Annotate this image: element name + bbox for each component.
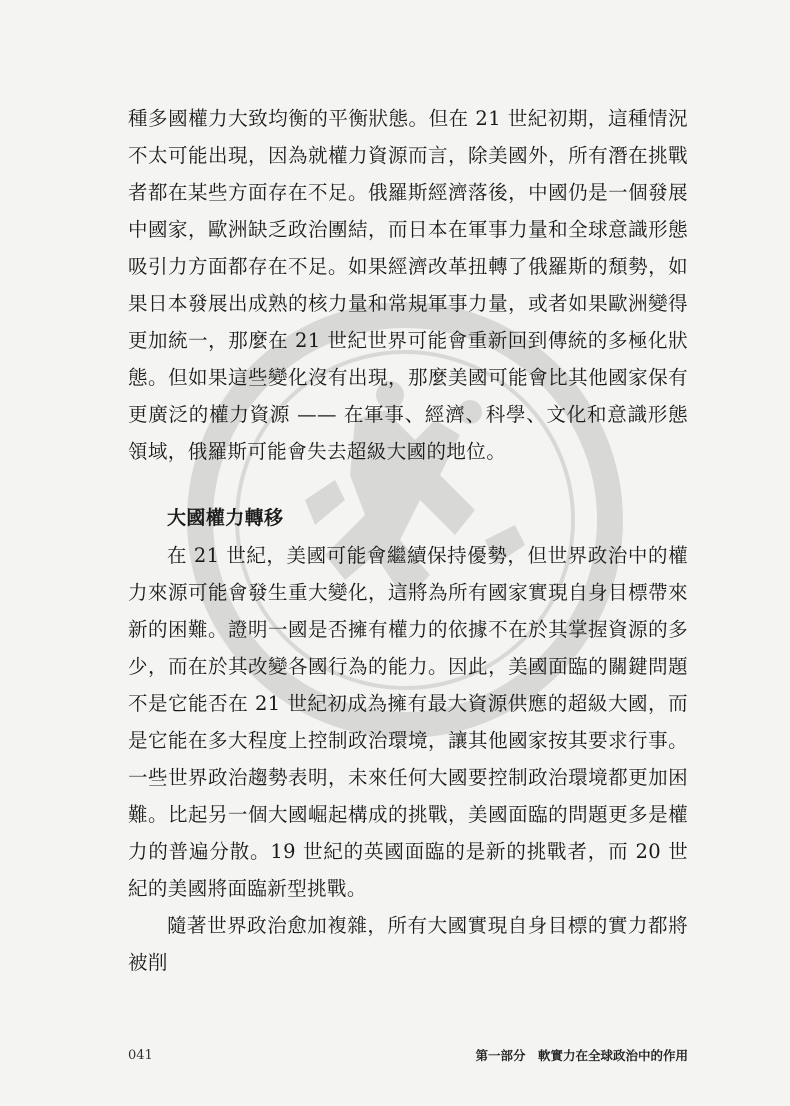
paragraph: 隨著世界政治愈加複雜，所有大國實現自身目標的實力都將被削 <box>128 914 688 974</box>
running-header-chapter-title: 第一部分 軟實力在全球政治中的作用 <box>475 1048 688 1063</box>
paragraph: 在 21 世紀，美國可能會繼續保持優勢，但世界政治中的權力來源可能會發生重大變化，這將為所有國家實現自身目標帶來新的困難。證明一國是否擁有權力的依據不在於其掌握資源的多少，而在於其改變各國行為的能力。因此，美國面臨的關鍵問題不是它能否在 21 世紀初成為擁有最大資源供應的超級大國，而是它能在多大程度上控制政治環境，讓其他國家按其要求行事。一些世界政治趨勢表明，未來任何大國要控制政治環境都更加困難。比起另一個大國崛起構成的挑戰，美國面臨的問題更多是權力的普遍分散。19 世紀的英國面臨的是新的挑戰者，而 20 世紀的美國將面臨新型挑戰。 <box>128 544 688 900</box>
paragraph: 種多國權力大致均衡的平衡狀態。但在 21 世紀初期，這種情況不太可能出現，因為就權力資源而言，除美國外，所有潛在挑戰者都在某些方面存在不足。俄羅斯經濟落後，中國仍是一個發展中國家，歐洲缺乏政治團結，而日本在軍事力量和全球意識形態吸引力方面都存在不足。如果經濟改革扭轉了俄羅斯的頹勢，如果日本發展出成熟的核力量和常規軍事力量，或者如果歐洲變得更加統一，那麼在 21 世紀世界可能會重新回到傳統的多極化狀態。但如果這些變化沒有出現，那麼美國可能會比其他國家保有更廣泛的權力資源 —— 在軍事、經濟、科學、文化和意識形態領域，俄羅斯可能會失去超級大國的地位。 <box>128 107 688 463</box>
page-number: 041 <box>128 1048 153 1063</box>
section-heading: 大國權力轉移 <box>167 507 284 529</box>
body-text <box>128 100 688 981</box>
